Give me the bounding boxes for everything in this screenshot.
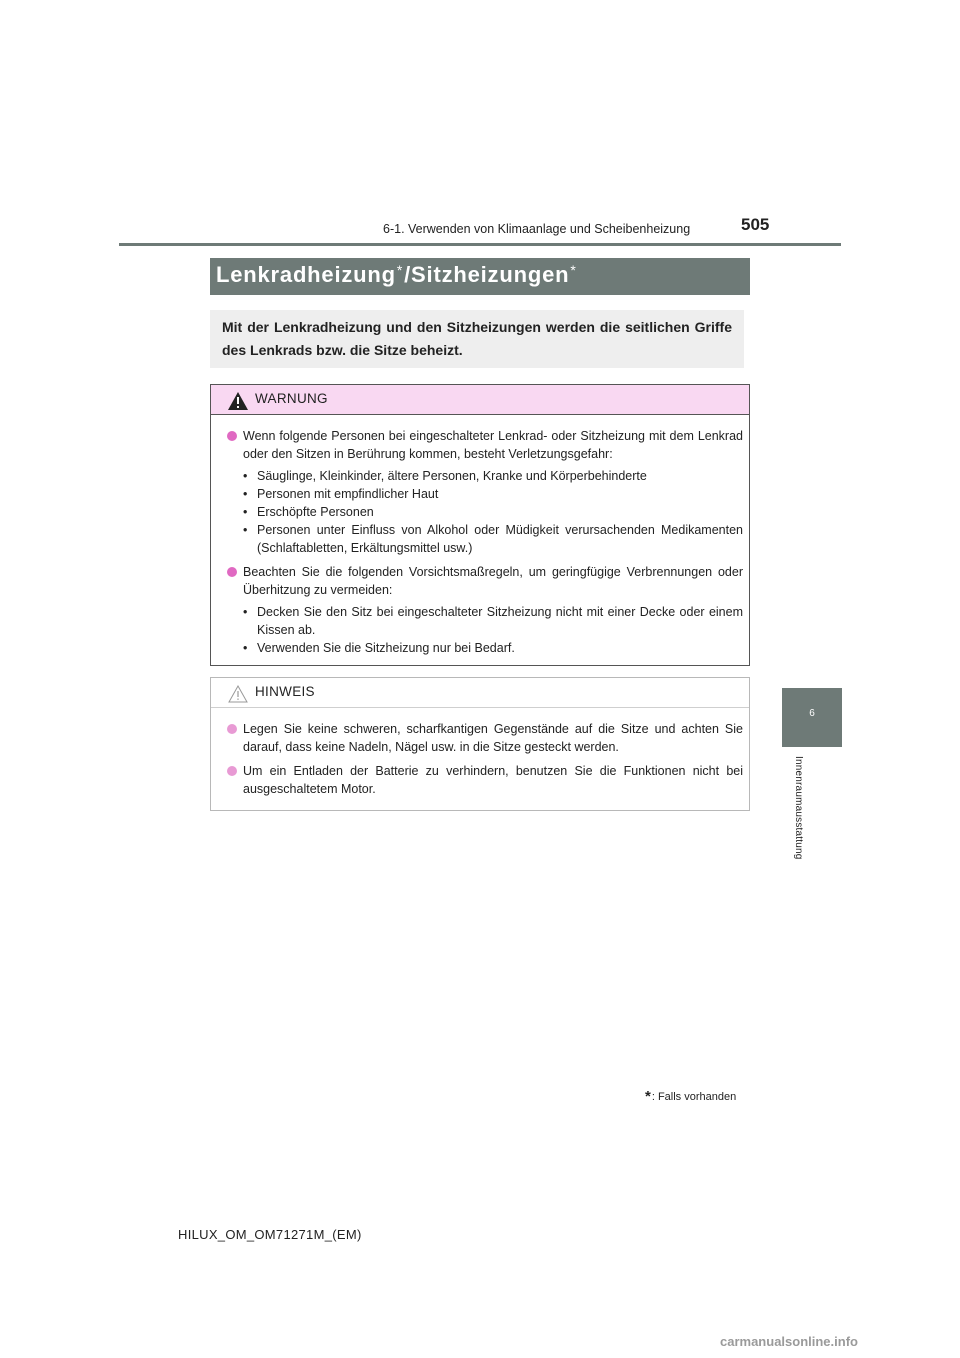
warning-subitem-text: Personen unter Einfluss von Alkohol oder Müdigkeit verursachenden Medikamenten (Schlaftabletten, Erkältungsmittel usw.) [257,523,743,555]
warning-subitem [243,467,743,485]
bullet-dot-icon [227,567,237,577]
chapter-number: 6 [809,708,815,719]
chapter-tab [782,688,842,747]
heading-part-1: Lenkradheizung [216,262,396,287]
bullet-dot-icon [227,766,237,776]
warning-subitem-text: Personen mit empfindlicher Haut [257,487,439,501]
bullet-point-icon: • [243,605,248,619]
warning-subitem [243,521,743,557]
bullet-point-icon: • [243,505,248,519]
bullet-dot-icon [227,431,237,441]
warning-item-text: Beachten Sie die folgenden Vorsichtsmaßregeln, um geringfügige Verbrennungen oder Überhitzung zu vermeiden: [243,565,743,597]
warning-subitem-text: Säuglinge, Kleinkinder, ältere Personen, Kranke und Körperbehinderte [257,469,647,483]
notice-box [210,677,750,811]
warning-subitem [243,503,743,521]
bullet-point-icon: • [243,487,248,501]
warning-item [227,563,743,599]
section-heading-text [216,262,578,288]
page-number: 505 [741,215,770,234]
warning-sublist [243,603,743,657]
footnote-text: : Falls vorhanden [651,1091,737,1103]
warning-subitem [243,639,743,657]
warning-content [211,415,749,657]
intro-box [210,310,744,368]
header-rule [119,243,841,246]
footnote [645,1088,736,1105]
bullet-point-icon: • [243,469,248,483]
warning-subitem [243,603,743,639]
section-heading [210,258,750,295]
watermark: carmanualsonline.info [720,1334,858,1349]
notice-item-text: Um ein Entladen der Batterie zu verhindern, benutzen Sie die Funktionen nicht bei ausgeschaltetem Motor. [243,764,743,796]
footnote-star: * [645,1088,651,1105]
warning-box [210,384,750,666]
chapter-label: Innenraumausstattung [793,756,804,860]
notice-label: HINWEIS [255,684,315,699]
notice-item [227,720,743,756]
notice-item [227,762,743,798]
bullet-dot-icon [227,724,237,734]
warning-label: WARNUNG [255,391,328,406]
bullet-point-icon: • [243,523,248,537]
heading-star-2: * [570,262,577,278]
intro-text: Mit der Lenkradheizung und den Sitzheizungen werden die seitlichen Griffe des Lenkrads bzw. die Sitze beheizt. [222,319,732,358]
warning-item-text: Wenn folgende Personen bei eingeschalteter Lenkrad- oder Sitzheizung mit dem Lenkrad oder den Sitzen in Berührung kommen, besteht Verletzungsgefahr: [243,429,743,461]
notice-triangle-icon [228,685,248,703]
bullet-point-icon: • [243,641,248,655]
warning-header [211,385,749,415]
notice-item-text: Legen Sie keine schweren, scharfkantigen Gegenstände auf die Sitze und achten Sie darauf, dass keine Nadeln, Nägel usw. in die Sitze gesteckt werden. [243,722,743,754]
section-title: 6-1. Verwenden von Klimaanlage und Scheibenheizung [383,222,691,236]
notice-header [211,678,749,708]
warning-item [227,427,743,463]
warning-sublist [243,467,743,557]
document-code: HILUX_OM_OM71271M_(EM) [178,1227,362,1242]
notice-content [211,708,749,798]
heading-part-2: /Sitzheizungen [404,262,570,287]
heading-star-1: * [396,262,404,278]
warning-subitem [243,485,743,503]
warning-subitem-text: Verwenden Sie die Sitzheizung nur bei Bedarf. [257,641,515,655]
warning-subitem-text: Decken Sie den Sitz bei eingeschalteter Sitzheizung nicht mit einer Decke oder einem Kissen ab. [257,605,743,637]
warning-triangle-icon [228,392,248,410]
warning-subitem-text: Erschöpfte Personen [257,505,374,519]
